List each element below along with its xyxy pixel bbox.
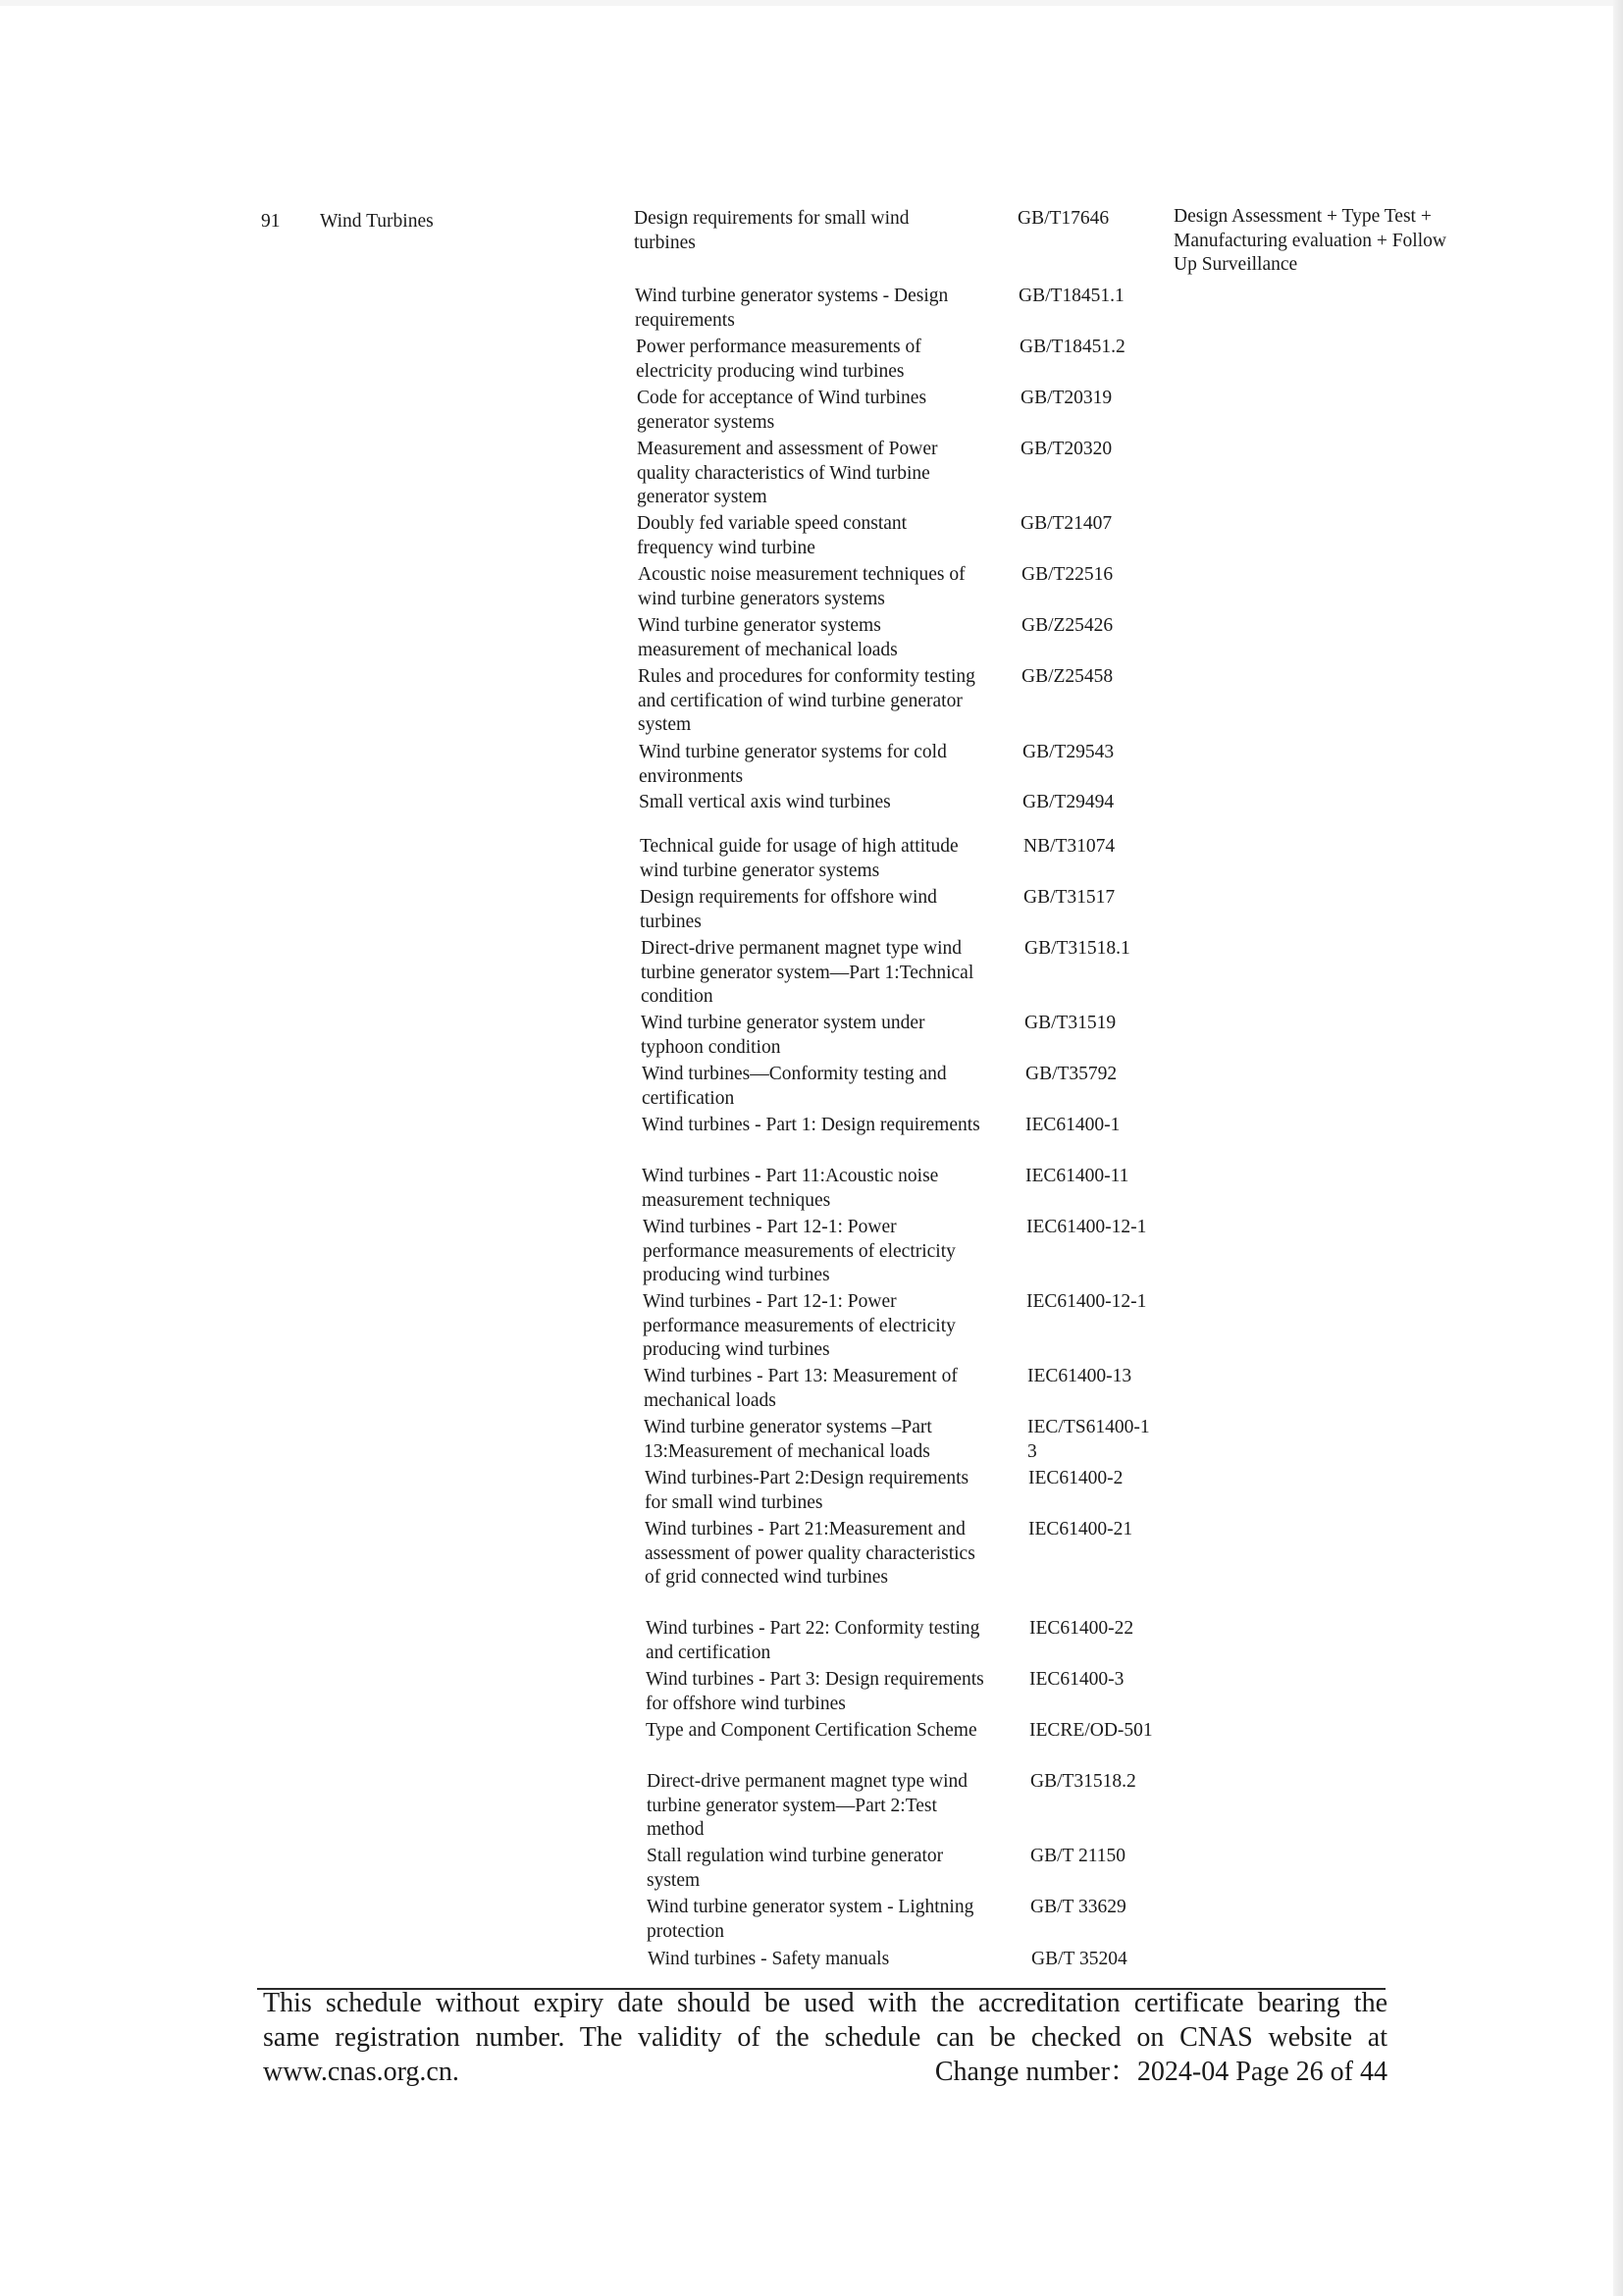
standard-code: GB/T21407 xyxy=(1021,513,1113,534)
standard-name: Code for acceptance of Wind turbines generator systems xyxy=(637,388,927,433)
standard-name: Wind turbine generator systems for cold environments xyxy=(639,742,947,787)
standard-code: GB/T18451.2 xyxy=(1020,337,1126,357)
standard-code: GB/T35792 xyxy=(1025,1064,1118,1084)
standard-code: GB/T 35204 xyxy=(1031,1949,1127,1969)
standard-name: Measurement and assessment of Power quality characteristics of Wind turbine generator system xyxy=(637,439,938,507)
standard-code: GB/T31518.1 xyxy=(1024,938,1130,959)
standard-name: Type and Component Certification Scheme xyxy=(646,1720,977,1741)
standard-name: Technical guide for usage of high attitude wind turbine generator systems xyxy=(640,836,959,881)
standard-name: Doubly fed variable speed constant frequency wind turbine xyxy=(637,513,908,558)
standard-name: Power performance measurements of electricity producing wind turbines xyxy=(636,337,921,382)
standard-name: Wind turbine generator system - Lightning protection xyxy=(647,1897,974,1942)
standard-name: Wind turbine generator system under typhoon condition xyxy=(641,1013,925,1058)
standard-code: IEC/TS61400-1 3 xyxy=(1027,1417,1150,1462)
footer-line-2: same registration number. The validity of the schedule can be checked on CNAS website at xyxy=(263,2022,1387,2053)
standard-code: IEC61400-21 xyxy=(1028,1519,1133,1539)
standard-name: Wind turbines - Part 12-1: Power performance measurements of electricity producing wind turbines xyxy=(643,1217,956,1285)
standard-name: Wind turbines - Part 12-1: Power performance measurements of electricity producing wind turbines xyxy=(643,1291,956,1360)
standard-name: Stall regulation wind turbine generator system xyxy=(647,1846,944,1891)
page-top-edge xyxy=(0,0,1623,6)
standard-name: Wind turbines - Part 21:Measurement and assessment of power quality characteristics of grid connected wind turbines xyxy=(645,1519,975,1588)
standard-name: Wind turbines - Part 11:Acoustic noise measurement techniques xyxy=(642,1166,939,1211)
standard-code: GB/T20319 xyxy=(1021,388,1113,408)
standard-code: GB/T18451.1 xyxy=(1019,286,1125,306)
page-right-edge xyxy=(1613,0,1623,2296)
footer-website: www.cnas.org.cn. xyxy=(263,2057,459,2087)
standard-code: GB/T 33629 xyxy=(1030,1897,1126,1917)
standard-name: Direct-drive permanent magnet type wind turbine generator system—Part 2:Test method xyxy=(647,1771,969,1840)
standard-code: GB/T31519 xyxy=(1024,1013,1117,1033)
standard-code: GB/T20320 xyxy=(1021,439,1113,459)
standard-code: GB/T29494 xyxy=(1022,792,1115,812)
standard-code: NB/T31074 xyxy=(1023,836,1116,857)
standard-name: Wind turbines-Part 2:Design requirements for small wind turbines xyxy=(645,1468,969,1513)
standard-code: GB/T17646 xyxy=(1018,208,1110,229)
standard-code: GB/Z25458 xyxy=(1021,666,1114,687)
standard-name: Wind turbine generator systems - Design requirements xyxy=(635,286,949,331)
standard-code: GB/T 21150 xyxy=(1030,1846,1126,1866)
standard-name: Wind turbines - Part 3: Design requirements for offshore wind turbines xyxy=(646,1669,984,1714)
product-name: Wind Turbines xyxy=(320,211,434,232)
standard-code: IEC61400-12-1 xyxy=(1026,1291,1147,1312)
standard-code: IECRE/OD-501 xyxy=(1029,1720,1153,1741)
footer-line-1: This schedule without expiry date should be used with the accreditation certificate bearing the xyxy=(263,1988,1387,2018)
standard-code: IEC61400-13 xyxy=(1027,1366,1132,1386)
standard-code: IEC61400-1 xyxy=(1025,1115,1121,1135)
standard-code: IEC61400-2 xyxy=(1028,1468,1124,1488)
standard-name: Small vertical axis wind turbines xyxy=(639,792,891,812)
standard-code: IEC61400-12-1 xyxy=(1026,1217,1147,1237)
standard-name: Wind turbine generator systems –Part 13:Measurement of mechanical loads xyxy=(644,1417,932,1462)
standard-code: GB/T22516 xyxy=(1021,564,1114,585)
standard-name: Wind turbines - Safety manuals xyxy=(648,1949,890,1969)
standard-name: Acoustic noise measurement techniques of wind turbine generators systems xyxy=(638,564,966,609)
footer-note xyxy=(263,1986,1387,2089)
standard-name: Wind turbines - Part 1: Design requirements xyxy=(642,1115,980,1135)
footer-change-number: Change number：2024-04 Page 26 of 44 xyxy=(934,2057,1387,2087)
standard-code: IEC61400-11 xyxy=(1025,1166,1129,1186)
standard-name: Wind turbines—Conformity testing and certification xyxy=(642,1064,947,1109)
standard-code: GB/T31517 xyxy=(1023,887,1116,908)
standard-code: GB/T31518.2 xyxy=(1030,1771,1136,1792)
standard-name: Rules and procedures for conformity testing and certification of wind turbine generator system xyxy=(638,666,975,735)
standard-code: IEC61400-22 xyxy=(1029,1618,1134,1639)
footer-line-3 xyxy=(263,2055,1387,2089)
standard-code: GB/T29543 xyxy=(1022,742,1115,762)
standard-name: Wind turbines - Part 22: Conformity testing and certification xyxy=(646,1618,980,1663)
entry-number: 91 xyxy=(261,211,281,232)
standard-name: Design requirements for small wind turbines xyxy=(634,208,910,253)
standard-name: Design requirements for offshore wind turbines xyxy=(640,887,937,932)
certification-method: Design Assessment + Type Test + Manufacturing evaluation + Follow Up Surveillance xyxy=(1174,206,1446,275)
standard-name: Wind turbine generator systems measurement of mechanical loads xyxy=(638,615,898,660)
standard-code: IEC61400-3 xyxy=(1029,1669,1125,1690)
standard-code: GB/Z25426 xyxy=(1021,615,1114,636)
standard-name: Wind turbines - Part 13: Measurement of mechanical loads xyxy=(644,1366,958,1411)
standard-name: Direct-drive permanent magnet type wind turbine generator system—Part 1:Technical condition xyxy=(641,938,974,1007)
